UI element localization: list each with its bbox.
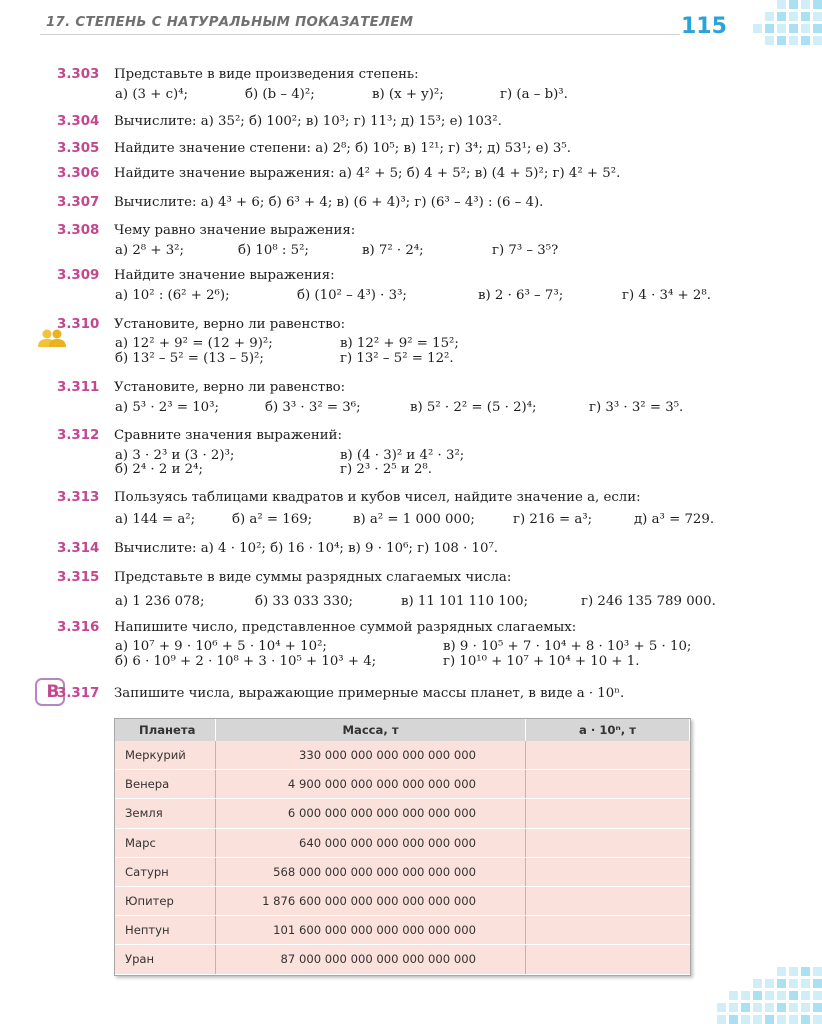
item-c: в) (x + y)²; <box>372 87 444 102</box>
planet-name: Марс <box>115 828 216 857</box>
item-b: б) (b – 4)²; <box>245 87 315 102</box>
decorative-squares-bottom <box>717 967 822 1024</box>
item-c: в) 12² + 9² = 15²; <box>340 336 459 351</box>
header-scientific: a · 10ⁿ, т <box>526 719 690 741</box>
exercise-number: 3.303 <box>57 67 100 82</box>
planet-name: Венера <box>115 770 216 799</box>
decorative-squares-top <box>729 0 822 45</box>
exercise-text: Напишите число, представленное суммой разрядных слагаемых: <box>114 620 577 635</box>
item-e: д) a³ = 729. <box>634 512 715 527</box>
item-d: г) (a – b)³. <box>500 87 568 102</box>
item-b: б) 2⁴ · 2 и 2⁴; <box>115 462 203 477</box>
item-b: б) (10² – 4³) · 3³; <box>297 288 407 303</box>
item-a: а) (3 + c)⁴; <box>115 87 189 102</box>
planet-name: Юпитер <box>115 886 216 915</box>
planet-mass: 640 000 000 000 000 000 000 <box>216 828 526 857</box>
item-a: а) 5³ · 2³ = 10³; <box>115 400 219 415</box>
header-planet: Планета <box>115 719 216 741</box>
item-c: в) 7² · 2⁴; <box>362 243 424 258</box>
item-a: а) 12² + 9² = (12 + 9)²; <box>115 336 273 351</box>
exercise-text: Установите, верно ли равенство: <box>114 317 346 332</box>
planet-mass: 330 000 000 000 000 000 000 <box>216 741 526 770</box>
exercise-text: Установите, верно ли равенство: <box>114 380 346 395</box>
exercise-number: 3.315 <box>57 570 100 585</box>
item-d: г) 4 · 3⁴ + 2⁸. <box>622 288 711 303</box>
planet-mass: 101 600 000 000 000 000 000 000 <box>216 916 526 945</box>
exercise-text: Представьте в виде произведения степень: <box>114 67 419 82</box>
item-b: б) 10⁸ : 5²; <box>238 243 309 258</box>
item-c: в) (4 · 3)² и 4² · 3²; <box>340 448 465 463</box>
exercise-text: Представьте в виде суммы разрядных слагаемых числа: <box>114 570 512 585</box>
exercise-text: Запишите числа, выражающие примерные массы планет, в виде a · 10ⁿ. <box>114 686 625 701</box>
exercise-number: 3.311 <box>57 380 100 395</box>
answer-cell <box>526 770 690 799</box>
exercise-number: 3.308 <box>57 223 100 238</box>
answer-cell <box>526 857 690 886</box>
planet-mass: 87 000 000 000 000 000 000 000 <box>216 945 526 974</box>
exercise-number: 3.314 <box>57 541 100 556</box>
planet-mass: 4 900 000 000 000 000 000 000 <box>216 770 526 799</box>
planet-mass-table <box>114 718 691 976</box>
level-badge: В <box>35 678 65 706</box>
exercise-number: 3.310 <box>57 317 100 332</box>
answer-cell <box>526 741 690 770</box>
item-a: а) 2⁸ + 3²; <box>115 243 184 258</box>
header-mass: Масса, т <box>216 719 526 741</box>
table-row <box>115 828 690 857</box>
exercise-text: Найдите значение выражения: <box>114 268 335 283</box>
answer-cell <box>526 799 690 828</box>
item-d: г) 3³ · 3² = 3⁵. <box>589 400 684 415</box>
planet-mass: 568 000 000 000 000 000 000 000 <box>216 857 526 886</box>
table-row <box>115 770 690 799</box>
item-a: а) 144 = a²; <box>115 512 196 527</box>
exercise-text: Вычислите: а) 4³ + 6; б) 6³ + 4; в) (6 + 4)³; г) (6³ – 4³) : (6 – 4). <box>114 195 544 210</box>
item-c: в) 5² · 2² = (5 · 2)⁴; <box>410 400 537 415</box>
exercise-number: 3.317 <box>57 686 100 701</box>
table-header-row <box>115 719 690 741</box>
item-b: б) 6 · 10⁹ + 2 · 10⁸ + 3 · 10⁵ + 10³ + 4; <box>115 654 377 669</box>
item-a: а) 1 236 078; <box>115 594 205 609</box>
answer-cell <box>526 945 690 974</box>
item-d: г) 246 135 789 000. <box>581 594 716 609</box>
exercise-text: Чему равно значение выражения: <box>114 223 356 238</box>
page-number: 115 <box>681 14 727 39</box>
item-b: б) 33 033 330; <box>255 594 354 609</box>
item-d: г) 216 = a³; <box>513 512 593 527</box>
exercise-text: Вычислите: а) 35²; б) 100²; в) 10³; г) 11³; д) 15³; е) 103². <box>114 114 502 129</box>
planet-mass: 1 876 600 000 000 000 000 000 000 <box>216 886 526 915</box>
item-d: г) 7³ – 3⁵? <box>492 243 559 258</box>
item-d: г) 10¹⁰ + 10⁷ + 10⁴ + 10 + 1. <box>443 654 640 669</box>
item-c: в) a² = 1 000 000; <box>353 512 475 527</box>
answer-cell <box>526 886 690 915</box>
table-row <box>115 741 690 770</box>
item-a: а) 3 · 2³ и (3 · 2)³; <box>115 448 235 463</box>
exercise-number: 3.307 <box>57 195 100 210</box>
answer-cell <box>526 916 690 945</box>
table-row <box>115 799 690 828</box>
exercise-text: Сравните значения выражений: <box>114 428 342 443</box>
exercise-number: 3.305 <box>57 141 100 156</box>
planet-name: Сатурн <box>115 857 216 886</box>
planet-name: Уран <box>115 945 216 974</box>
table-row <box>115 857 690 886</box>
planet-name: Меркурий <box>115 741 216 770</box>
item-d: г) 13² – 5² = 12². <box>340 351 454 366</box>
exercise-text: Найдите значение степени: а) 2⁸; б) 10⁵; в) 1²¹; г) 3⁴; д) 53¹; е) 3⁵. <box>114 141 571 156</box>
exercise-number: 3.304 <box>57 114 100 129</box>
planet-mass: 6 000 000 000 000 000 000 000 <box>216 799 526 828</box>
planet-name: Земля <box>115 799 216 828</box>
item-c: в) 9 · 10⁵ + 7 · 10⁴ + 8 · 10³ + 5 · 10; <box>443 639 692 654</box>
exercise-number: 3.309 <box>57 268 100 283</box>
table-row <box>115 945 690 974</box>
item-b: б) 13² – 5² = (13 – 5)²; <box>115 351 264 366</box>
exercise-number: 3.316 <box>57 620 100 635</box>
exercise-text: Вычислите: а) 4 · 10²; б) 16 · 10⁴; в) 9 · 10⁶; г) 108 · 10⁷. <box>114 541 499 556</box>
item-b: б) a² = 169; <box>232 512 313 527</box>
exercise-number: 3.306 <box>57 166 100 181</box>
answer-cell <box>526 828 690 857</box>
item-a: а) 10⁷ + 9 · 10⁶ + 5 · 10⁴ + 10²; <box>115 639 327 654</box>
item-c: в) 2 · 6³ – 7³; <box>478 288 564 303</box>
exercise-number: 3.313 <box>57 490 100 505</box>
section-title: 17. СТЕПЕНЬ С НАТУРАЛЬНЫМ ПОКАЗАТЕЛЕМ <box>46 15 414 30</box>
table-row <box>115 886 690 915</box>
planet-name: Нептун <box>115 916 216 945</box>
item-a: а) 10² : (6² + 2⁶); <box>115 288 230 303</box>
item-d: г) 2³ · 2⁵ и 2⁸. <box>340 462 432 477</box>
exercise-text: Найдите значение выражения: а) 4² + 5; б) 4 + 5²; в) (4 + 5)²; г) 4² + 5². <box>114 166 621 181</box>
exercise-text: Пользуясь таблицами квадратов и кубов чисел, найдите значение a, если: <box>114 490 641 505</box>
header-divider <box>40 34 680 35</box>
item-b: б) 3³ · 3² = 3⁶; <box>265 400 361 415</box>
exercise-number: 3.312 <box>57 428 100 443</box>
item-c: в) 11 101 110 100; <box>401 594 529 609</box>
table-row <box>115 916 690 945</box>
